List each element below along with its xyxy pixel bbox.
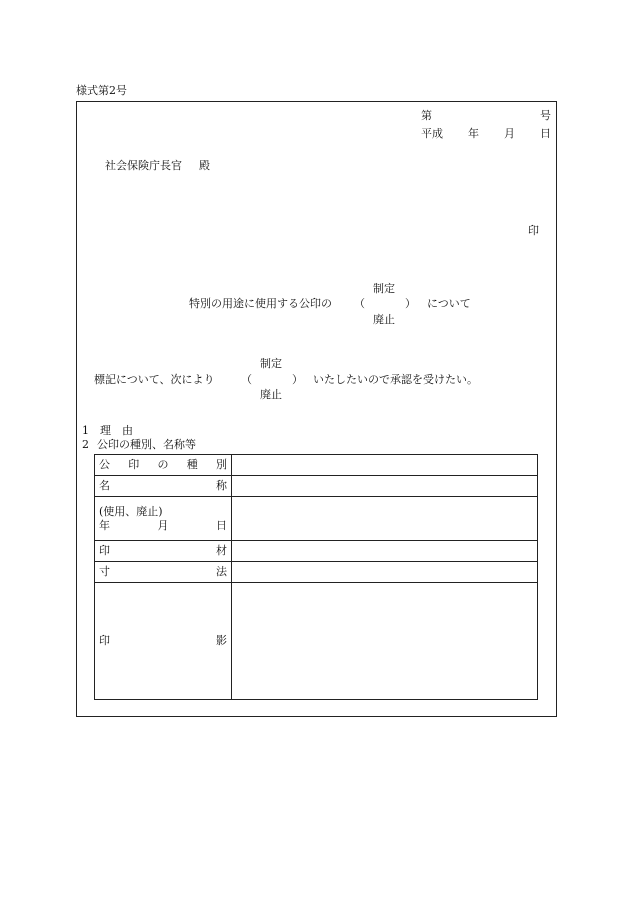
item-2-label: 公印の種別、名称等 xyxy=(97,438,196,451)
number-prefix: 第 xyxy=(421,109,432,122)
row-value-material[interactable] xyxy=(232,541,538,562)
table-row xyxy=(95,583,538,700)
body-paren-close: ） xyxy=(292,373,303,386)
table-row xyxy=(95,562,538,583)
item-1-number: 1 xyxy=(82,424,89,437)
body-option-top: 制定 xyxy=(260,357,282,370)
addressee-honorific: 殿 xyxy=(199,159,210,172)
addressee-name: 社会保険庁長官 xyxy=(105,159,182,172)
subject-option-bottom: 廃止 xyxy=(373,313,395,326)
subject-suffix: について xyxy=(427,297,471,310)
number-suffix: 号 xyxy=(540,109,551,122)
date-month-unit: 月 xyxy=(504,127,515,140)
date-year-unit: 年 xyxy=(468,127,479,140)
date-era: 平成 xyxy=(421,127,443,140)
row-value-size[interactable] xyxy=(232,562,538,583)
label-char: 印 xyxy=(99,544,110,557)
row-value-name[interactable] xyxy=(232,476,538,497)
label-char: 公 xyxy=(99,458,110,471)
row-label-material xyxy=(95,541,232,562)
seal-info-table xyxy=(94,454,538,700)
label-char: 称 xyxy=(216,479,227,492)
row-value-date[interactable] xyxy=(232,497,538,541)
table-row xyxy=(95,455,538,476)
seal-mark: 印 xyxy=(528,224,539,237)
form-number: 様式第2号 xyxy=(76,84,127,97)
label-char: 名 xyxy=(99,479,110,492)
label-char: 印 xyxy=(128,458,140,471)
label-char: 影 xyxy=(216,634,227,647)
row-label-name xyxy=(95,476,232,497)
row-label-size xyxy=(95,562,232,583)
row-value-type[interactable] xyxy=(232,455,538,476)
subject-paren-open: （ xyxy=(354,297,365,310)
body-suffix: いたしたいので承認を受けたい。 xyxy=(313,373,478,386)
label-char: 年 xyxy=(99,518,110,532)
item-2-number: 2 xyxy=(82,438,89,451)
table-row xyxy=(95,476,538,497)
label-char: の xyxy=(157,458,169,471)
subject-option-top: 制定 xyxy=(373,282,395,295)
body-paren-open: （ xyxy=(241,373,252,386)
row-label-type xyxy=(95,455,232,476)
table-row xyxy=(95,541,538,562)
row-label-date xyxy=(95,497,232,541)
label-char: 法 xyxy=(216,565,227,578)
body-prefix: 標記について、次により xyxy=(94,373,215,386)
row-value-impression[interactable] xyxy=(232,583,538,700)
label-char: 月 xyxy=(157,518,169,532)
label-char: 種 xyxy=(186,458,198,471)
label-line1: (使用、廃止) xyxy=(99,504,163,518)
body-option-bottom: 廃止 xyxy=(260,388,282,401)
row-label-impression xyxy=(95,583,232,700)
subject-paren-close: ） xyxy=(405,297,416,310)
item-1-label: 理 由 xyxy=(100,424,133,437)
label-char: 日 xyxy=(216,518,227,532)
label-char: 材 xyxy=(216,544,227,557)
subject-prefix: 特別の用途に使用する公印の xyxy=(189,297,332,310)
label-char: 寸 xyxy=(99,565,110,578)
date-day-unit: 日 xyxy=(540,127,551,140)
label-char: 印 xyxy=(99,634,110,647)
table-row xyxy=(95,497,538,541)
label-char: 別 xyxy=(216,458,227,471)
